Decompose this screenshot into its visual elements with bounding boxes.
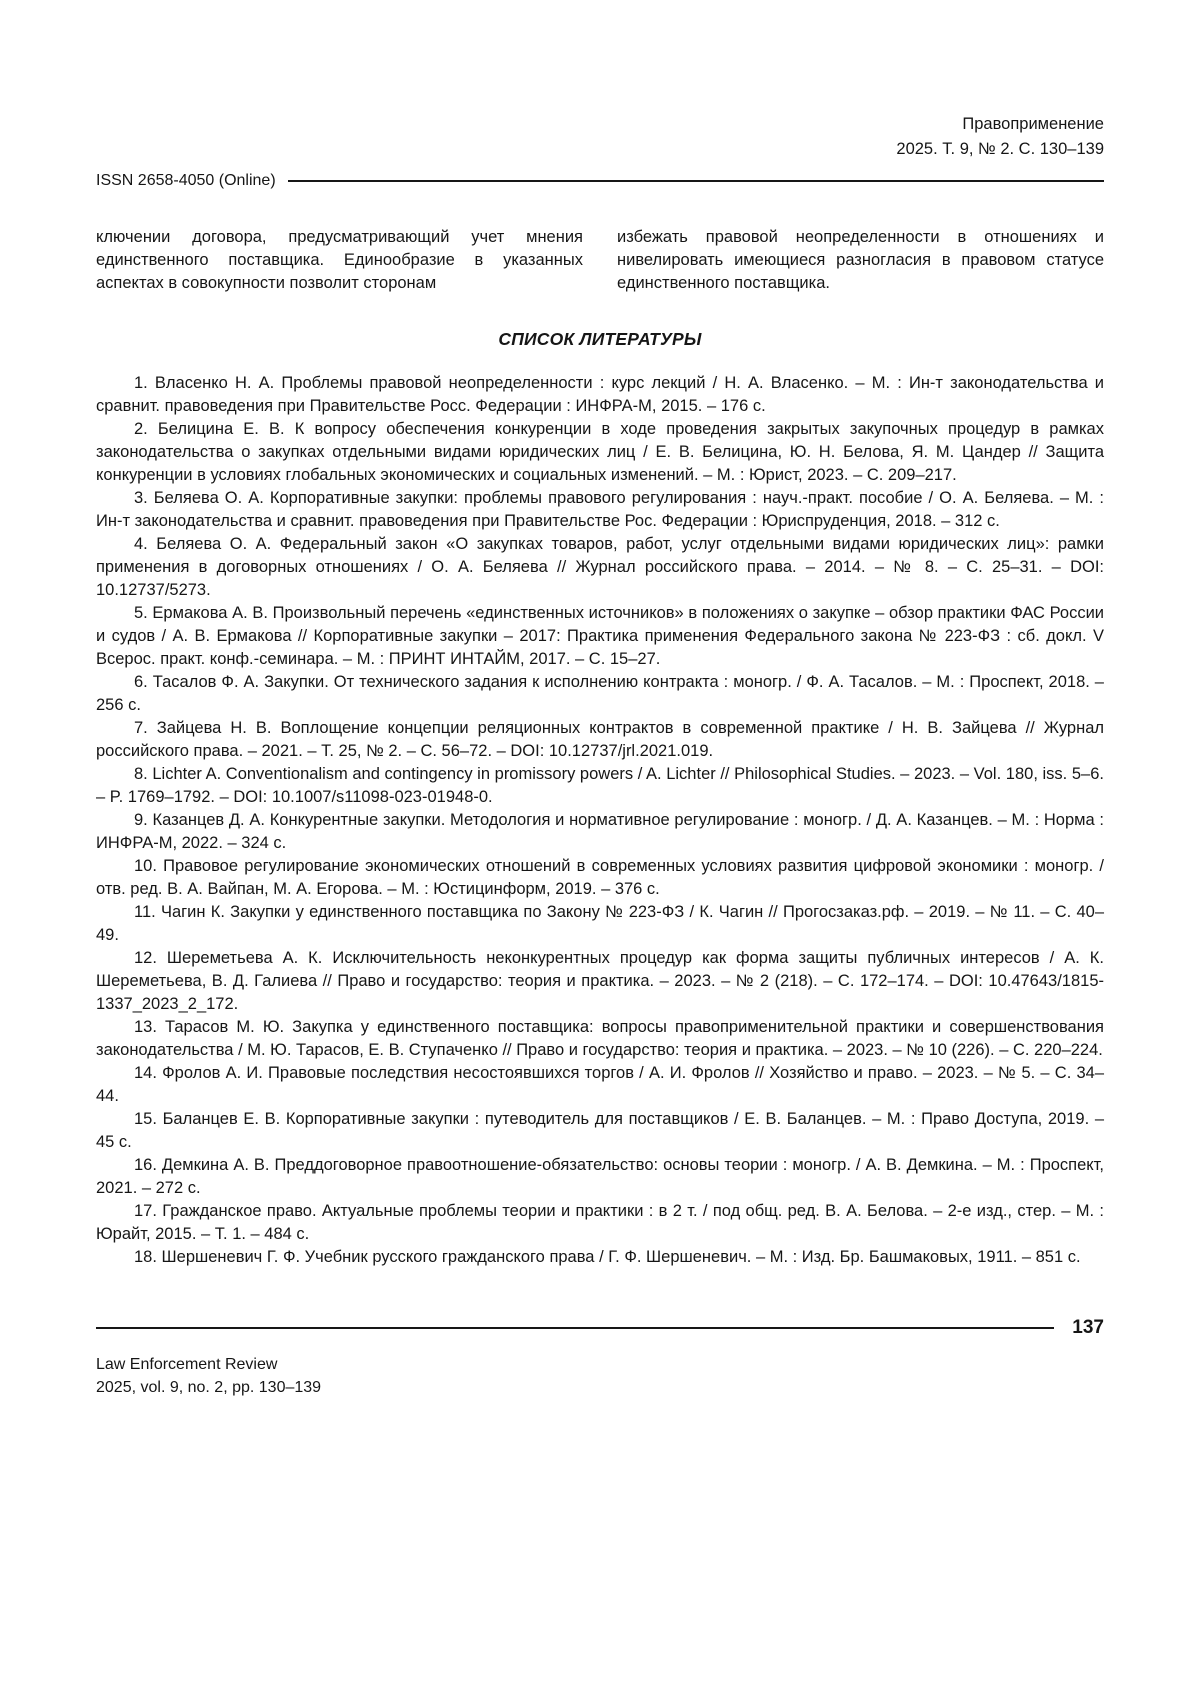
footer-rule-row (96, 1317, 1104, 1339)
reference-item: 3. Беляева О. А. Корпоративные закупки: проблемы правового регулирования : науч.-практ. пособие / О. А. Беляева. – М. : Ин-т законодательства и сравнит. правоведения при Правительстве Рос. Федерации : Юриспруденция, 2018. – 312 с. (96, 489, 1104, 530)
reference-item: 7. Зайцева Н. В. Воплощение концепции реляционных контрактов в современной практике / Н. В. Зайцева // Журнал российского права. – 2021. – Т. 25, № 2. – С. 56–72. – DOI: 10.12737/jrl.2021.019. (96, 719, 1104, 760)
journal-info-en (96, 1353, 1104, 1399)
reference-item: 9. Казанцев Д. А. Конкурентные закупки. Методология и нормативное регулирование : моногр. / Д. А. Казанцев. – М. : Норма : ИНФРА-М, 2022. – 324 с. (96, 811, 1104, 852)
page-number: 137 (1072, 1317, 1104, 1338)
intro-right-column: избежать правовой неопределенности в отношениях и нивелировать имеющиеся разногласия в правовом статусе единственного поставщика. (617, 228, 1104, 292)
reference-item: 8. Lichter A. Conventionalism and contingency in promissory powers / A. Lichter // Philosophical Studies. – 2023. – Vol. 180, iss. 5–6. – P. 1769–1792. – DOI: 10.1007/s11098-023-01948-0. (96, 765, 1104, 806)
reference-item: 6. Тасалов Ф. А. Закупки. От технического задания к исполнению контракта : моногр. / Ф. А. Тасалов. – М. : Проспект, 2018. – 256 с. (96, 673, 1104, 714)
reference-item: 1. Власенко Н. А. Проблемы правовой неопределенности : курс лекций / Н. А. Власенко. – М. : Ин-т законодательства и сравнит. правоведения при Правительстве Росс. Федерации : ИНФРА-М, 2015. – 176 с. (96, 374, 1104, 415)
footer-rule (96, 1327, 1054, 1329)
reference-item: 13. Тарасов М. Ю. Закупка у единственного поставщика: вопросы правоприменительной практики и совершенствования законодательства / М. Ю. Тарасов, Е. В. Ступаченко // Право и государство: теория и практика. – 2023. – № 10 (226). – С. 220–224. (96, 1018, 1104, 1059)
journal-title-ru: Правоприменение (962, 115, 1104, 133)
journal-info-ru (96, 112, 1104, 162)
reference-item: 5. Ермакова А. В. Произвольный перечень «единственных источников» в положениях о закупке – обзор практики ФАС России и судов / А. В. Ермакова // Корпоративные закупки – 2017: Практика применения Федерального закона № 223-ФЗ : сб. докл. V Всерос. практ. конф.-семинара. – М. : ПРИНТ ИНТАЙМ, 2017. – С. 15–27. (96, 604, 1104, 668)
reference-item: 18. Шершеневич Г. Ф. Учебник русского гражданского права / Г. Ф. Шершеневич. – М. : Изд. Бр. Башмаковых, 1911. – 851 с. (134, 1248, 1081, 1266)
issn-row (96, 172, 1104, 190)
references-list (96, 372, 1104, 1269)
reference-item: 4. Беляева О. А. Федеральный закон «О закупках товаров, работ, услуг отдельными видами юридических лиц»: рамки применения в договорных отношениях / О. А. Беляева // Журнал российского права. – 2014. – № 8. – С. 25–31. – DOI: 10.12737/5273. (96, 535, 1104, 599)
reference-item: 17. Гражданское право. Актуальные проблемы теории и практики : в 2 т. / под общ. ред. В. А. Белова. – 2-е изд., стер. – М. : Юрайт, 2015. – Т. 1. – 484 с. (96, 1202, 1104, 1243)
journal-issue-en: 2025, vol. 9, no. 2, pp. 130–139 (96, 1379, 322, 1396)
reference-item: 16. Демкина А. В. Преддоговорное правоотношение-обязательство: основы теории : моногр. / А. В. Демкина. – М. : Проспект, 2021. – 272 с. (96, 1156, 1104, 1197)
issn-label: ISSN 2658-4050 (Online) (96, 172, 276, 189)
journal-title-en: Law Enforcement Review (96, 1356, 278, 1373)
reference-item: 10. Правовое регулирование экономических отношений в современных условиях развития цифровой экономики : моногр. / отв. ред. В. А. Вайпан, М. А. Егорова. – М. : Юстицинформ, 2019. – 376 с. (96, 857, 1104, 898)
header-rule (288, 180, 1104, 182)
reference-item: 15. Баланцев Е. В. Корпоративные закупки : путеводитель для поставщиков / Е. В. Баланцев. – М. : Право Доступа, 2019. – 45 с. (96, 1110, 1104, 1151)
intro-columns (96, 226, 1104, 295)
intro-left-column: ключении договора, предусматривающий учет мнения единственного поставщика. Единообразие в указанных аспектах в совокупности позволит сторонам (96, 228, 583, 292)
reference-item: 11. Чагин К. Закупки у единственного поставщика по Закону № 223-ФЗ / К. Чагин // Прогосзаказ.рф. – 2019. – № 11. – С. 40–49. (96, 903, 1104, 944)
journal-issue-ru: 2025. Т. 9, № 2. С. 130–139 (896, 140, 1104, 158)
page-header (96, 112, 1104, 190)
reference-item: 2. Белицина Е. В. К вопросу обеспечения конкуренции в ходе проведения закрытых закупочных процедур в рамках законодательства о закупках отдельными видами юридических лиц / Е. В. Белицина, Ю. Н. Белова, Я. М. Цандер // Защита конкуренции в условиях глобальных экономических и социальных изменений. – М. : Юрист, 2023. – С. 209–217. (96, 420, 1104, 484)
page-footer (96, 1317, 1104, 1399)
references-title: СПИСОК ЛИТЕРАТУРЫ (498, 329, 702, 349)
reference-item: 12. Шереметьева А. К. Исключительность неконкурентных процедур как форма защиты публичных интересов / А. К. Шереметьева, В. Д. Галиева // Право и государство: теория и практика. – 2023. – № 2 (218). – С. 172–174. – DOI: 10.47643/1815-1337_2023_2_172. (96, 949, 1104, 1013)
reference-item: 14. Фролов А. И. Правовые последствия несостоявшихся торгов / А. И. Фролов // Хозяйство и право. – 2023. – № 5. – С. 34–44. (96, 1064, 1104, 1105)
